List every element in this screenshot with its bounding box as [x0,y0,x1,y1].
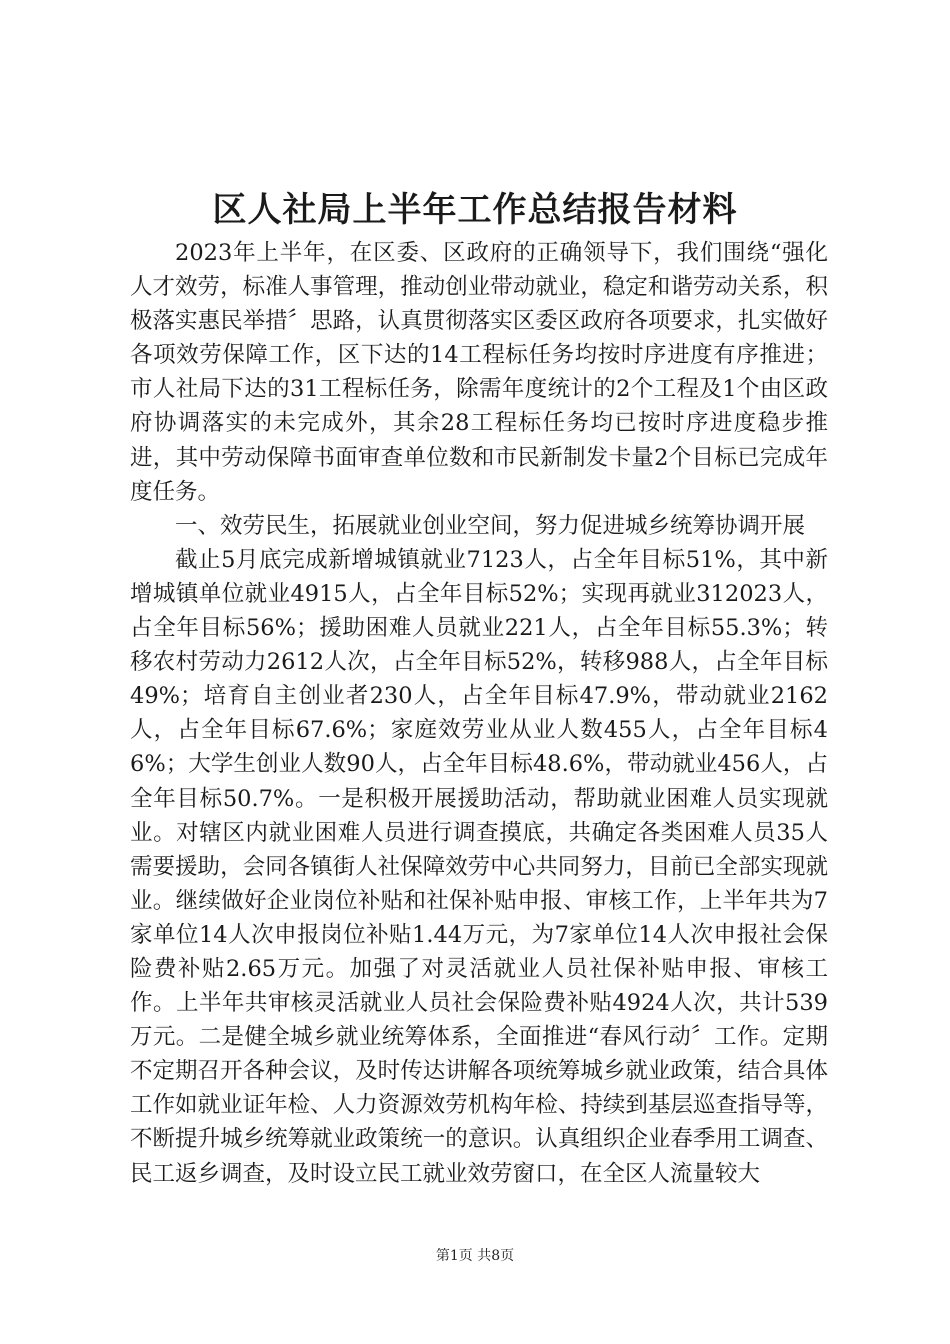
section-heading: 一、效劳民生，拓展就业创业空间，努力促进城乡统筹协调开展 [175,512,806,539]
document-title: 区人社局上半年工作总结报告材料 [212,190,738,230]
intro-paragraph: 2023年上半年，在区委、区政府的正确领导下，我们围绕“强化人才效劳，标准人事管理，推动创业带动就业，稳定和谐劳动关系，积极落实惠民举措〞思路，认真贯彻落实区委区政府各项要求，扎实做好各项效劳保障工作，区下达的14工程标任务均按时序进度有序推进；市人社局下达的31工程标任务，除需年度统计的2个工程及1个由区政府协调落实的未完成外，其余28工程标任务均已按时序进度稳步推进，其中劳动保障书面审查单位数和市民新制发卡量2个目标已完成年度任务。 [130,240,828,505]
employment-paragraph: 截止5月底完成新增城镇就业7123人，占全年目标51%，其中新增城镇单位就业4915人，占全年目标52%；实现再就业312023人，占全年目标56%；援助困难人员就业221人，占全年目标55.3%；转移农村劳动力2612人次，占全年目标52%，转移988人，占全年目标49%；培育自主创业者230人，占全年目标47.9%，带动就业2162人，占全年目标67.6%；家庭效劳业从业人数455人，占全年目标46%；大学生创业人数90人，占全年目标48.6%，带动就业456人，占全年目标50.7%。一是积极开展援助活动，帮助就业困难人员实现就业。对辖区内就业困难人员进行调查摸底，共确定各类困难人员35人需要援助，会同各镇街人社保障效劳中心共同努力，目前已全部实现就业。继续做好企业岗位补贴和社保补贴申报、审核工作，上半年共为7家单位14人次申报岗位补贴1.44万元，为7家单位14人次申报社会保险费补贴2.65万元。加强了对灵活就业人员社保补贴申报、审核工作。上半年共审核灵活就业人员社会保险费补贴4924人次，共计539万元。二是健全城乡就业统筹体系，全面推进“春风行动〞工作。定期不定期召开各种会议，及时传达讲解各项统筹城乡就业政策，结合具体工作如就业证年检、人力资源效劳机构年检、持续到基层巡查指导等，不断提升城乡统筹就业政策统一的意识。认真组织企业春季用工调查、民工返乡调查，及时设立民工就业效劳窗口，在全区人流量较大 [130,546,828,1187]
document-body [130,236,828,1191]
page-footer: 第1页 共8页 [435,1248,515,1264]
